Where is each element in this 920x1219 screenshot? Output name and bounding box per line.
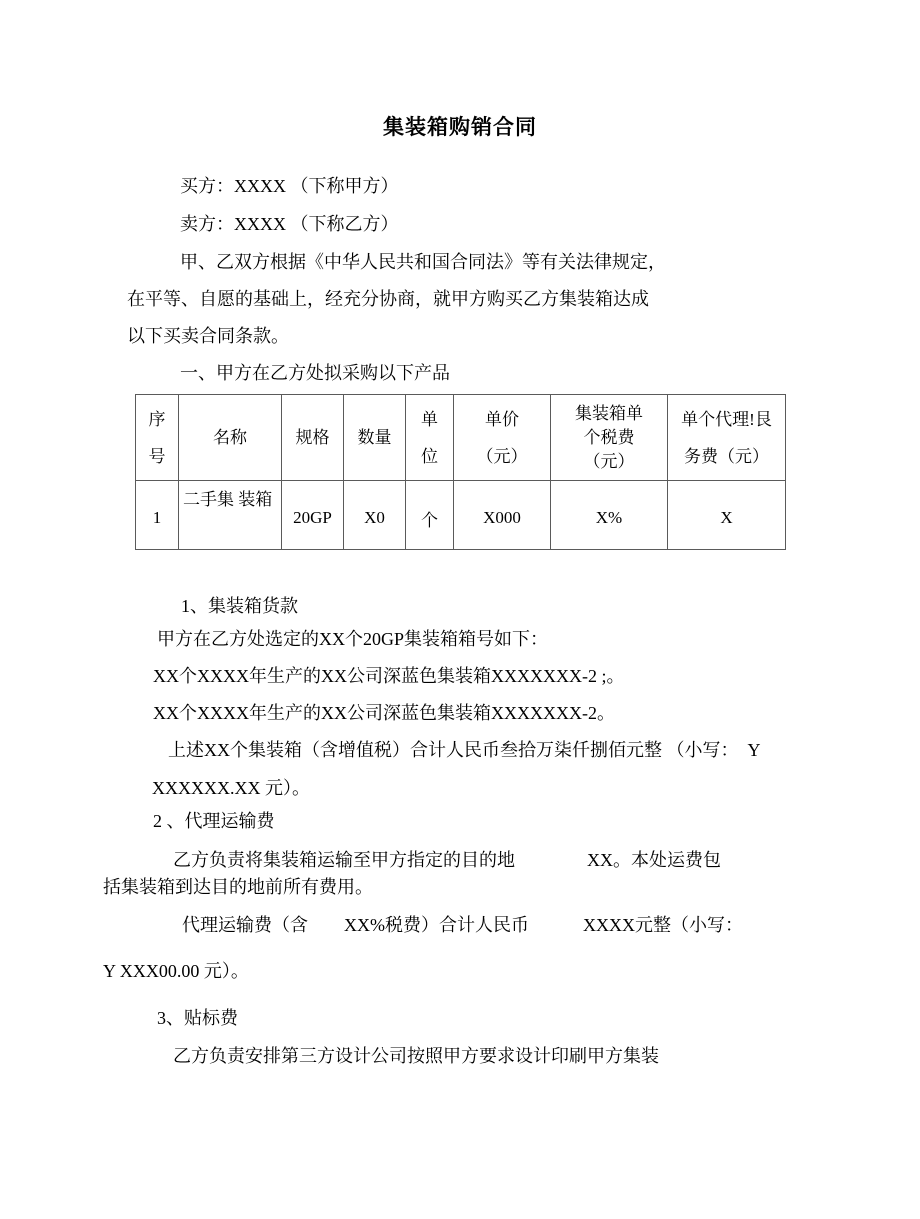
item-3-heading: 3、贴标费 <box>157 1008 238 1028</box>
cell-unit: 个 <box>406 481 454 550</box>
header-name: 名称 <box>179 395 282 481</box>
header-unit-price: 单价 （元） <box>454 395 551 481</box>
cell-spec: 20GP <box>282 481 344 550</box>
seller-line: 卖方：XXXX （下称乙方） <box>180 214 399 234</box>
header-spec: 规格 <box>282 395 344 481</box>
table-header-row <box>136 395 786 481</box>
item-2-line-1: 乙方负责将集装箱运输至甲方指定的目的地 XX。本处运费包 <box>173 850 721 870</box>
table-row <box>136 481 786 550</box>
cell-agency-fee: X <box>668 481 786 550</box>
item-1-line-3: XX个XXXX年生产的XX公司深蓝色集装箱XXXXXXX-2。 <box>153 703 615 723</box>
header-container-tax: 集装箱单 个税费 （元） <box>551 395 668 481</box>
cell-unit-price: X000 <box>454 481 551 550</box>
preamble-line-2: 在平等、自愿的基础上，经充分协商，就甲方购买乙方集装箱达成 <box>127 289 649 309</box>
item-2-line-3: 代理运输费（含 XX%税费）合计人民币 XXXX元整（小写： <box>182 915 743 935</box>
item-1-line-1: 甲方在乙方处选定的XX个20GP集装箱箱号如下： <box>157 629 549 649</box>
cell-tax: X% <box>551 481 668 550</box>
header-unit: 单 位 <box>406 395 454 481</box>
item-2-heading: 2 、代理运输费 <box>153 811 275 831</box>
preamble-line-1: 甲、乙双方根据《中华人民共和国合同法》等有关法律规定， <box>180 252 666 272</box>
item-3-line-1: 乙方负责安排第三方设计公司按照甲方要求设计印刷甲方集装 <box>173 1046 659 1066</box>
buyer-line: 买方：XXXX （下称甲方） <box>180 176 399 196</box>
clause-1-heading: 一、甲方在乙方处拟采购以下产品 <box>180 363 450 383</box>
items-table <box>135 394 786 550</box>
document-title: 集装箱购销合同 <box>383 116 537 139</box>
item-1-line-2: XX个XXXX年生产的XX公司深蓝色集装箱XXXXXXX-2 ;。 <box>153 666 625 686</box>
item-1-line-5: XXXXXX.XX 元）。 <box>152 778 310 798</box>
header-seq: 序 号 <box>136 395 179 481</box>
cell-seq: 1 <box>136 481 179 550</box>
cell-name: 二手集 装箱 <box>179 481 282 550</box>
header-agency-fee: 单个代理!艮 务费（元） <box>668 395 786 481</box>
header-qty: 数量 <box>344 395 406 481</box>
item-1-heading: 1、集装箱货款 <box>181 596 298 616</box>
item-1-line-4: 上述XX个集装箱（含增值税）合计人民币叁拾万柒仟捌佰元整 （小写： Y <box>168 740 761 760</box>
cell-qty: X0 <box>344 481 406 550</box>
preamble-line-3: 以下买卖合同条款。 <box>127 326 289 346</box>
item-2-line-2: 括集装箱到达目的地前所有费用。 <box>103 877 373 897</box>
item-2-line-4: Y XXX00.00 元）。 <box>103 961 249 981</box>
